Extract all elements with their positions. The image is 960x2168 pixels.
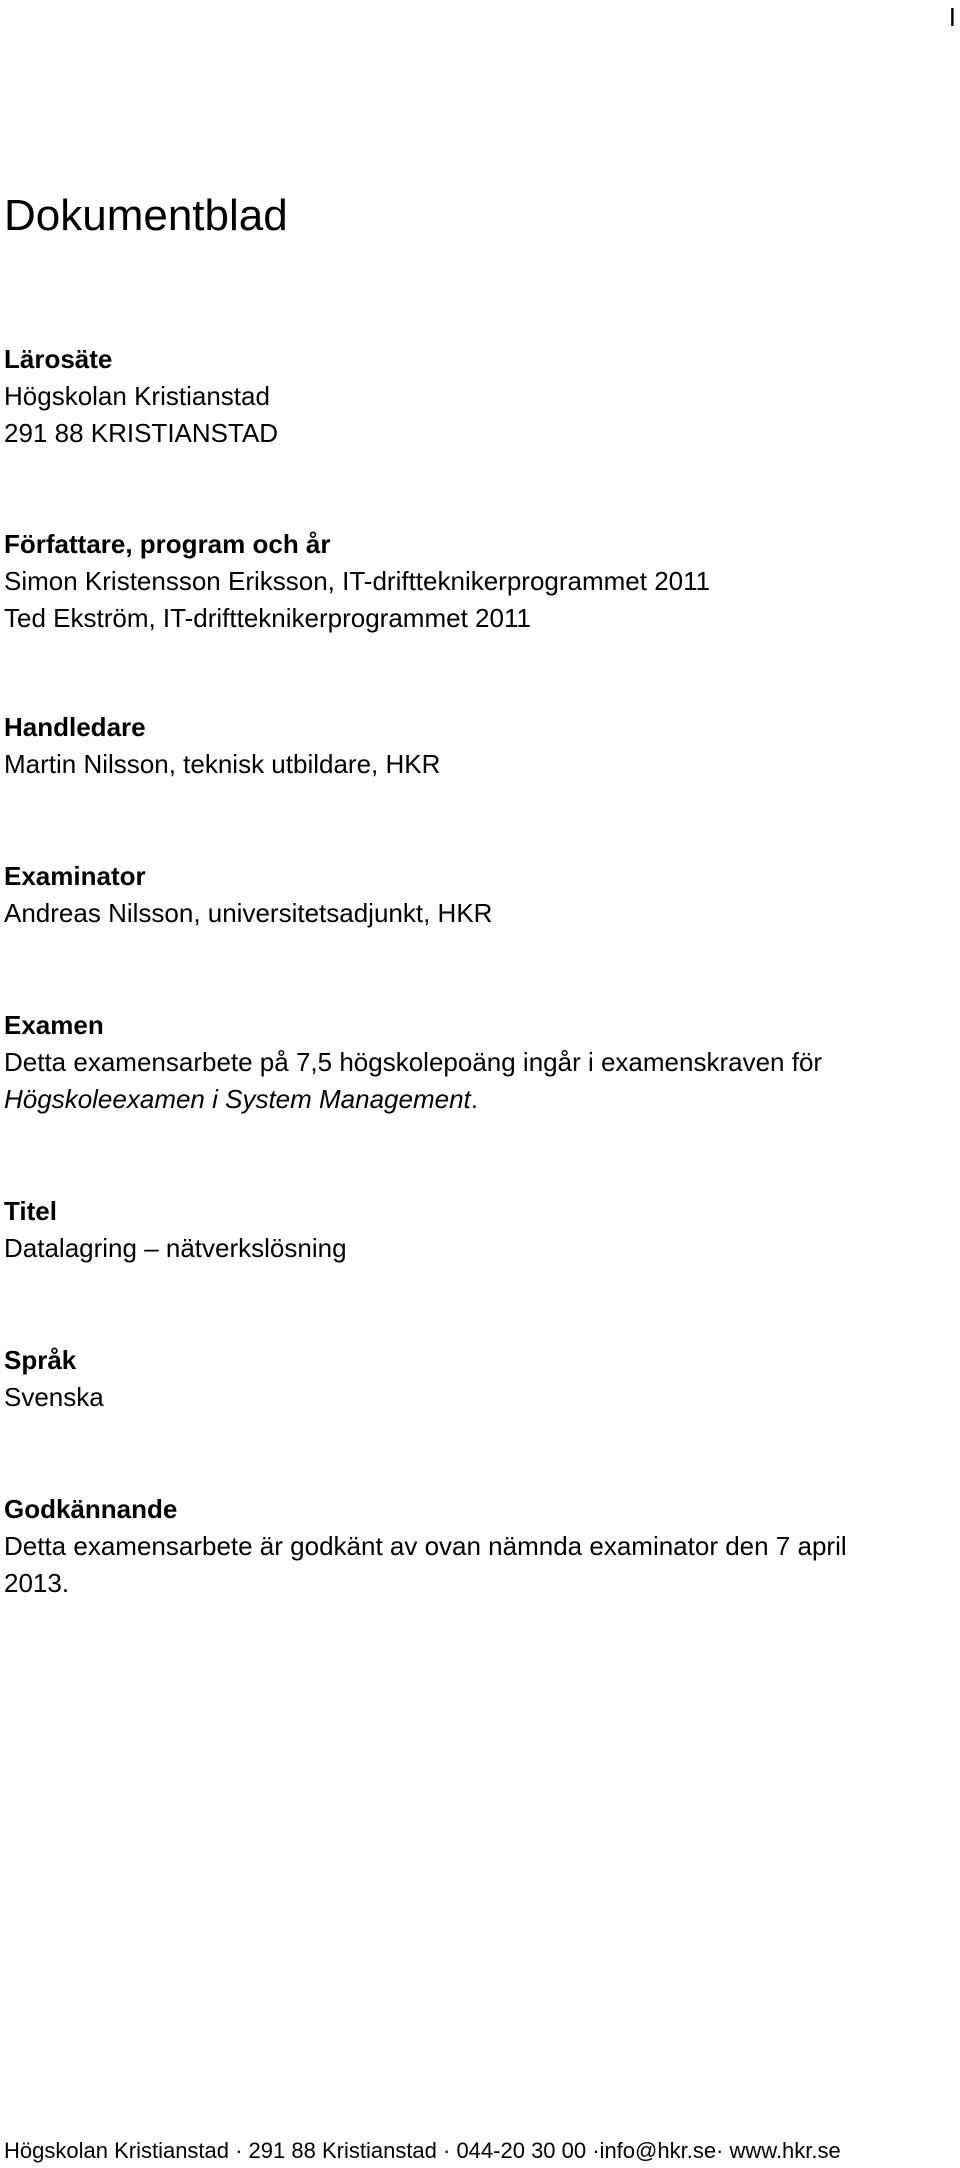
forfattare-line: Simon Kristensson Eriksson, IT-driftteknikerprogrammet 2011 [4, 566, 711, 596]
page-number: I [948, 2, 956, 32]
larosate-line: Högskolan Kristianstad [4, 381, 270, 411]
section-heading-larosate: Lärosäte [4, 344, 113, 374]
document-title: Dokumentblad [4, 191, 288, 240]
godkannande-line: 2013. [4, 1568, 70, 1598]
examen-line [4, 1081, 954, 1118]
godkannande-line: Detta examensarbete är godkänt av ovan nämnda examinator den 7 april [4, 1531, 847, 1561]
forfattare-line: Ted Ekström, IT-driftteknikerprogrammet 2011 [4, 603, 531, 633]
section-heading-handledare: Handledare [4, 712, 146, 742]
section-titel [4, 1193, 954, 1267]
section-heading-sprak: Språk [4, 1345, 77, 1375]
section-handledare [4, 709, 954, 783]
section-larosate [4, 341, 954, 452]
section-examen [4, 1007, 954, 1118]
sprak-line: Svenska [4, 1382, 104, 1412]
handledare-line: Martin Nilsson, teknisk utbildare, HKR [4, 749, 441, 779]
examinator-line: Andreas Nilsson, universitetsadjunkt, HKR [4, 898, 493, 928]
section-sprak [4, 1342, 954, 1416]
section-godkannande [4, 1491, 954, 1602]
section-examinator [4, 858, 954, 932]
examen-line: Detta examensarbete på 7,5 högskolepoäng ingår i examenskraven för [4, 1047, 823, 1077]
section-heading-forfattare: Författare, program och år [4, 529, 331, 559]
titel-line: Datalagring – nätverkslösning [4, 1233, 347, 1263]
section-forfattare [4, 526, 954, 637]
section-heading-titel: Titel [4, 1196, 57, 1226]
section-heading-godkannande: Godkännande [4, 1494, 178, 1524]
larosate-line: 291 88 KRISTIANSTAD [4, 418, 279, 448]
section-heading-examen: Examen [4, 1010, 104, 1040]
footer-contact: Högskolan Kristianstad · 291 88 Kristianstad · 044-20 30 00 ·info@hkr.se· www.hkr.se [4, 2138, 841, 2163]
examen-line-end: . [470, 1084, 479, 1114]
section-heading-examinator: Examinator [4, 861, 146, 891]
degree-name: Högskoleexamen i System Management [4, 1084, 471, 1114]
